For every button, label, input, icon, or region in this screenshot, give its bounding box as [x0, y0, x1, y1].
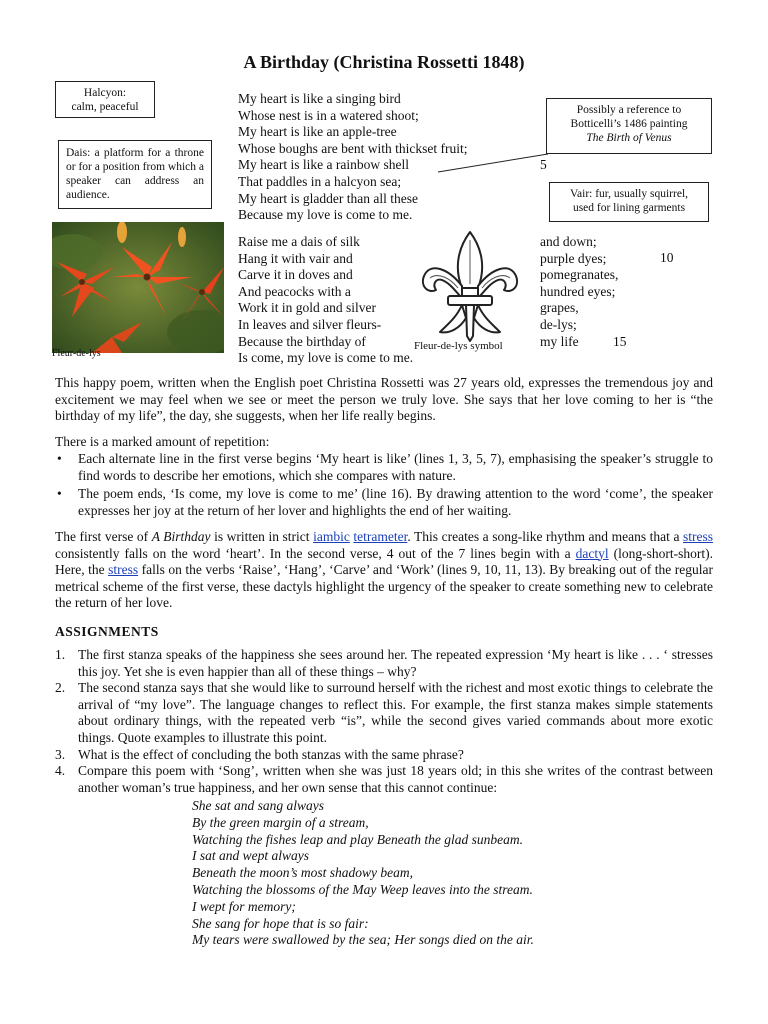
line-number-5: 5: [540, 157, 547, 172]
metre-paragraph: [55, 529, 713, 612]
poem-line-end: de-lys;: [540, 316, 577, 332]
lily-photo: [52, 222, 224, 353]
poem-line: Whose nest is in a watered shoot;: [238, 107, 419, 123]
item-text: Compare this poem with ‘Song’, written when she was just 18 years old; in this she writes of the contrast between another woman’s true happiness, and her own sense that this cannot continue:: [78, 763, 713, 795]
symbol-caption: Fleur-de-lys symbol: [414, 340, 503, 352]
fleur-de-lys-icon: [418, 228, 522, 344]
item-text: What is the effect of concluding the both stanzas with the same phrase?: [78, 746, 464, 762]
note-halcyon-term: Halcyon:: [83, 87, 127, 99]
song-line: Watching the fishes leap and play Beneath the glad sunbeam.: [192, 831, 523, 847]
iambic-link[interactable]: iambic: [313, 529, 350, 544]
repetition-heading: There is a marked amount of repetition:: [55, 434, 270, 449]
list-item: [55, 680, 713, 746]
metre-text: . This creates a song-like rhythm and means that a: [407, 529, 684, 544]
note-botticelli-line-1: Possibly a reference to: [576, 104, 682, 116]
line-number-15: 15: [613, 334, 627, 349]
list-item: [55, 747, 713, 764]
poem-line: My heart is like a rainbow shell: [238, 157, 409, 173]
song-line: She sang for hope that is so fair:: [192, 915, 369, 931]
song-line: Watching the blossoms of the May Weep leaves into the stream.: [192, 881, 533, 897]
poem-last-line: Is come, my love is come to me.: [238, 350, 414, 365]
poem-title-italic: A Birthday: [151, 529, 211, 544]
line-number-10: 10: [660, 250, 674, 265]
intro-paragraph: This happy poem, written when the English poet Christina Rossetti was 27 years old, expresses the tremendous joy and excitement we may feel when we see or meet the person we truly love. She says that her love coming to her is “the birthday of my life”, the day, she suggests, when her life really begins.: [55, 375, 713, 424]
item-number: 4.: [55, 763, 66, 779]
note-botticelli: [546, 98, 712, 154]
note-halcyon-definition: calm, peaceful: [71, 101, 139, 113]
assignments-heading: ASSIGNMENTS: [55, 624, 159, 639]
song-line: I wept for memory;: [192, 898, 296, 914]
poem-line: Because my love is come to me.: [238, 207, 413, 223]
song-excerpt: [192, 798, 534, 949]
stress-link[interactable]: stress: [683, 529, 714, 544]
poem-line: And peacocks with a: [238, 283, 351, 299]
poem-line: Carve it in doves and: [238, 267, 353, 283]
assignments-list: [55, 647, 713, 796]
poem-line-end: and down;: [540, 234, 597, 249]
item-text: The second stanza says that she would like to surround herself with the richest and most exotic things to celebrate the arrival of “my love”. The language changes to reflect this. For example, the first stanza makes simple statements about ordinary things, with the repeated verb “is”, while the second gives varied commands about more exotic things. Quote examples to illustrate this point.: [78, 680, 713, 745]
song-line: By the green margin of a stream,: [192, 814, 369, 830]
metre-text: falls on the verbs ‘Raise’, ‘Hang’, ‘Carve’ and ‘Work’ (lines 9, 10, 11, 13). By breaking out of the regular metrical scheme of the first verse, these dactyls highlight the urgency of the speaker to create something new to celebrate the return of her love.: [55, 562, 713, 611]
poem-line: Because the birthday of: [238, 333, 366, 349]
note-vair: [549, 182, 709, 222]
item-text: The first stanza speaks of the happiness she sees around her. The repeated expression ‘My heart is like . . . ‘ stresses this joy. Yet she is even happier than all of these things – why?: [78, 647, 713, 679]
metre-text: The first verse of: [55, 529, 152, 544]
poem-line: That paddles in a halcyon sea;: [238, 173, 402, 189]
poem-verse-2-right: [540, 234, 618, 350]
metre-text: is written in strict: [210, 529, 314, 544]
item-number: 1.: [55, 647, 66, 662]
stress-link-2[interactable]: stress: [108, 562, 139, 578]
poem-line: In leaves and silver fleurs-: [238, 316, 382, 332]
song-line: Beneath the moon’s most shadowy beam,: [192, 865, 413, 881]
note-halcyon: [55, 81, 155, 118]
repetition-bullets: [55, 451, 713, 521]
list-item: [55, 763, 713, 796]
song-line: My tears were swallowed by the sea; Her songs died on the air.: [192, 932, 534, 948]
song-line: She sat and sang always: [192, 798, 325, 813]
note-dais: Dais: a platform for a throne or for a position from which a speaker can address an audience.: [58, 140, 212, 209]
photo-caption: Fleur-de-lys: [52, 348, 101, 359]
item-number: 2.: [55, 680, 66, 696]
poem-line-end: purple dyes;: [540, 250, 607, 266]
poem-line-end: grapes,: [540, 300, 579, 316]
note-botticelli-line-2: Botticelli’s 1486 painting: [570, 118, 688, 130]
poem-line-end: pomegranates,: [540, 267, 619, 283]
list-item: [55, 647, 713, 680]
item-number: 3.: [55, 746, 66, 762]
page-title: A Birthday (Christina Rossetti 1848): [243, 52, 525, 72]
poem-line-end: my life: [540, 333, 579, 349]
poem-line: Hang it with vair and: [238, 250, 353, 266]
song-line: I sat and wept always: [192, 848, 309, 864]
poem-verse-1: [238, 91, 467, 224]
note-vair-line-1: Vair: fur, usually squirrel,: [569, 188, 689, 200]
tetrameter-link[interactable]: tetrameter: [353, 529, 408, 544]
poem-line-end: hundred eyes;: [540, 283, 616, 299]
list-item: • Each alternate line in the first verse begins ‘My heart is like’ (lines 1, 3, 5, 7), emphasising the speaker’s struggle to find words to describe her emotions, which she compares with nature.: [55, 451, 713, 484]
dactyl-link[interactable]: dactyl: [575, 545, 609, 561]
poem-line: Raise me a dais of silk: [238, 234, 360, 249]
list-item: • The poem ends, ‘Is come, my love is come to me’ (line 16). By drawing attention to the word ‘come’, the speaker expresses her joy at the return of her lover and highlights the end of her waiting.: [55, 486, 713, 519]
metre-text: consistently falls on the word ‘heart’. In the second verse, 4 out of the 7 lines begin with a: [55, 545, 576, 561]
poem-line: My heart is like an apple-tree: [238, 124, 397, 140]
poem-line: My heart is gladder than all these: [238, 190, 418, 206]
metre-text: (long-short-short). Here, the: [55, 545, 713, 578]
poem-line: Work it in gold and silver: [238, 300, 377, 316]
note-botticelli-painting: The Birth of Venus: [586, 132, 672, 144]
poem-line: Whose boughs are bent with thickset fruit;: [238, 140, 468, 156]
poem-verse-2-left: [238, 234, 381, 350]
note-vair-line-2: used for lining garments: [572, 202, 686, 214]
poem-line: My heart is like a singing bird: [238, 91, 401, 106]
